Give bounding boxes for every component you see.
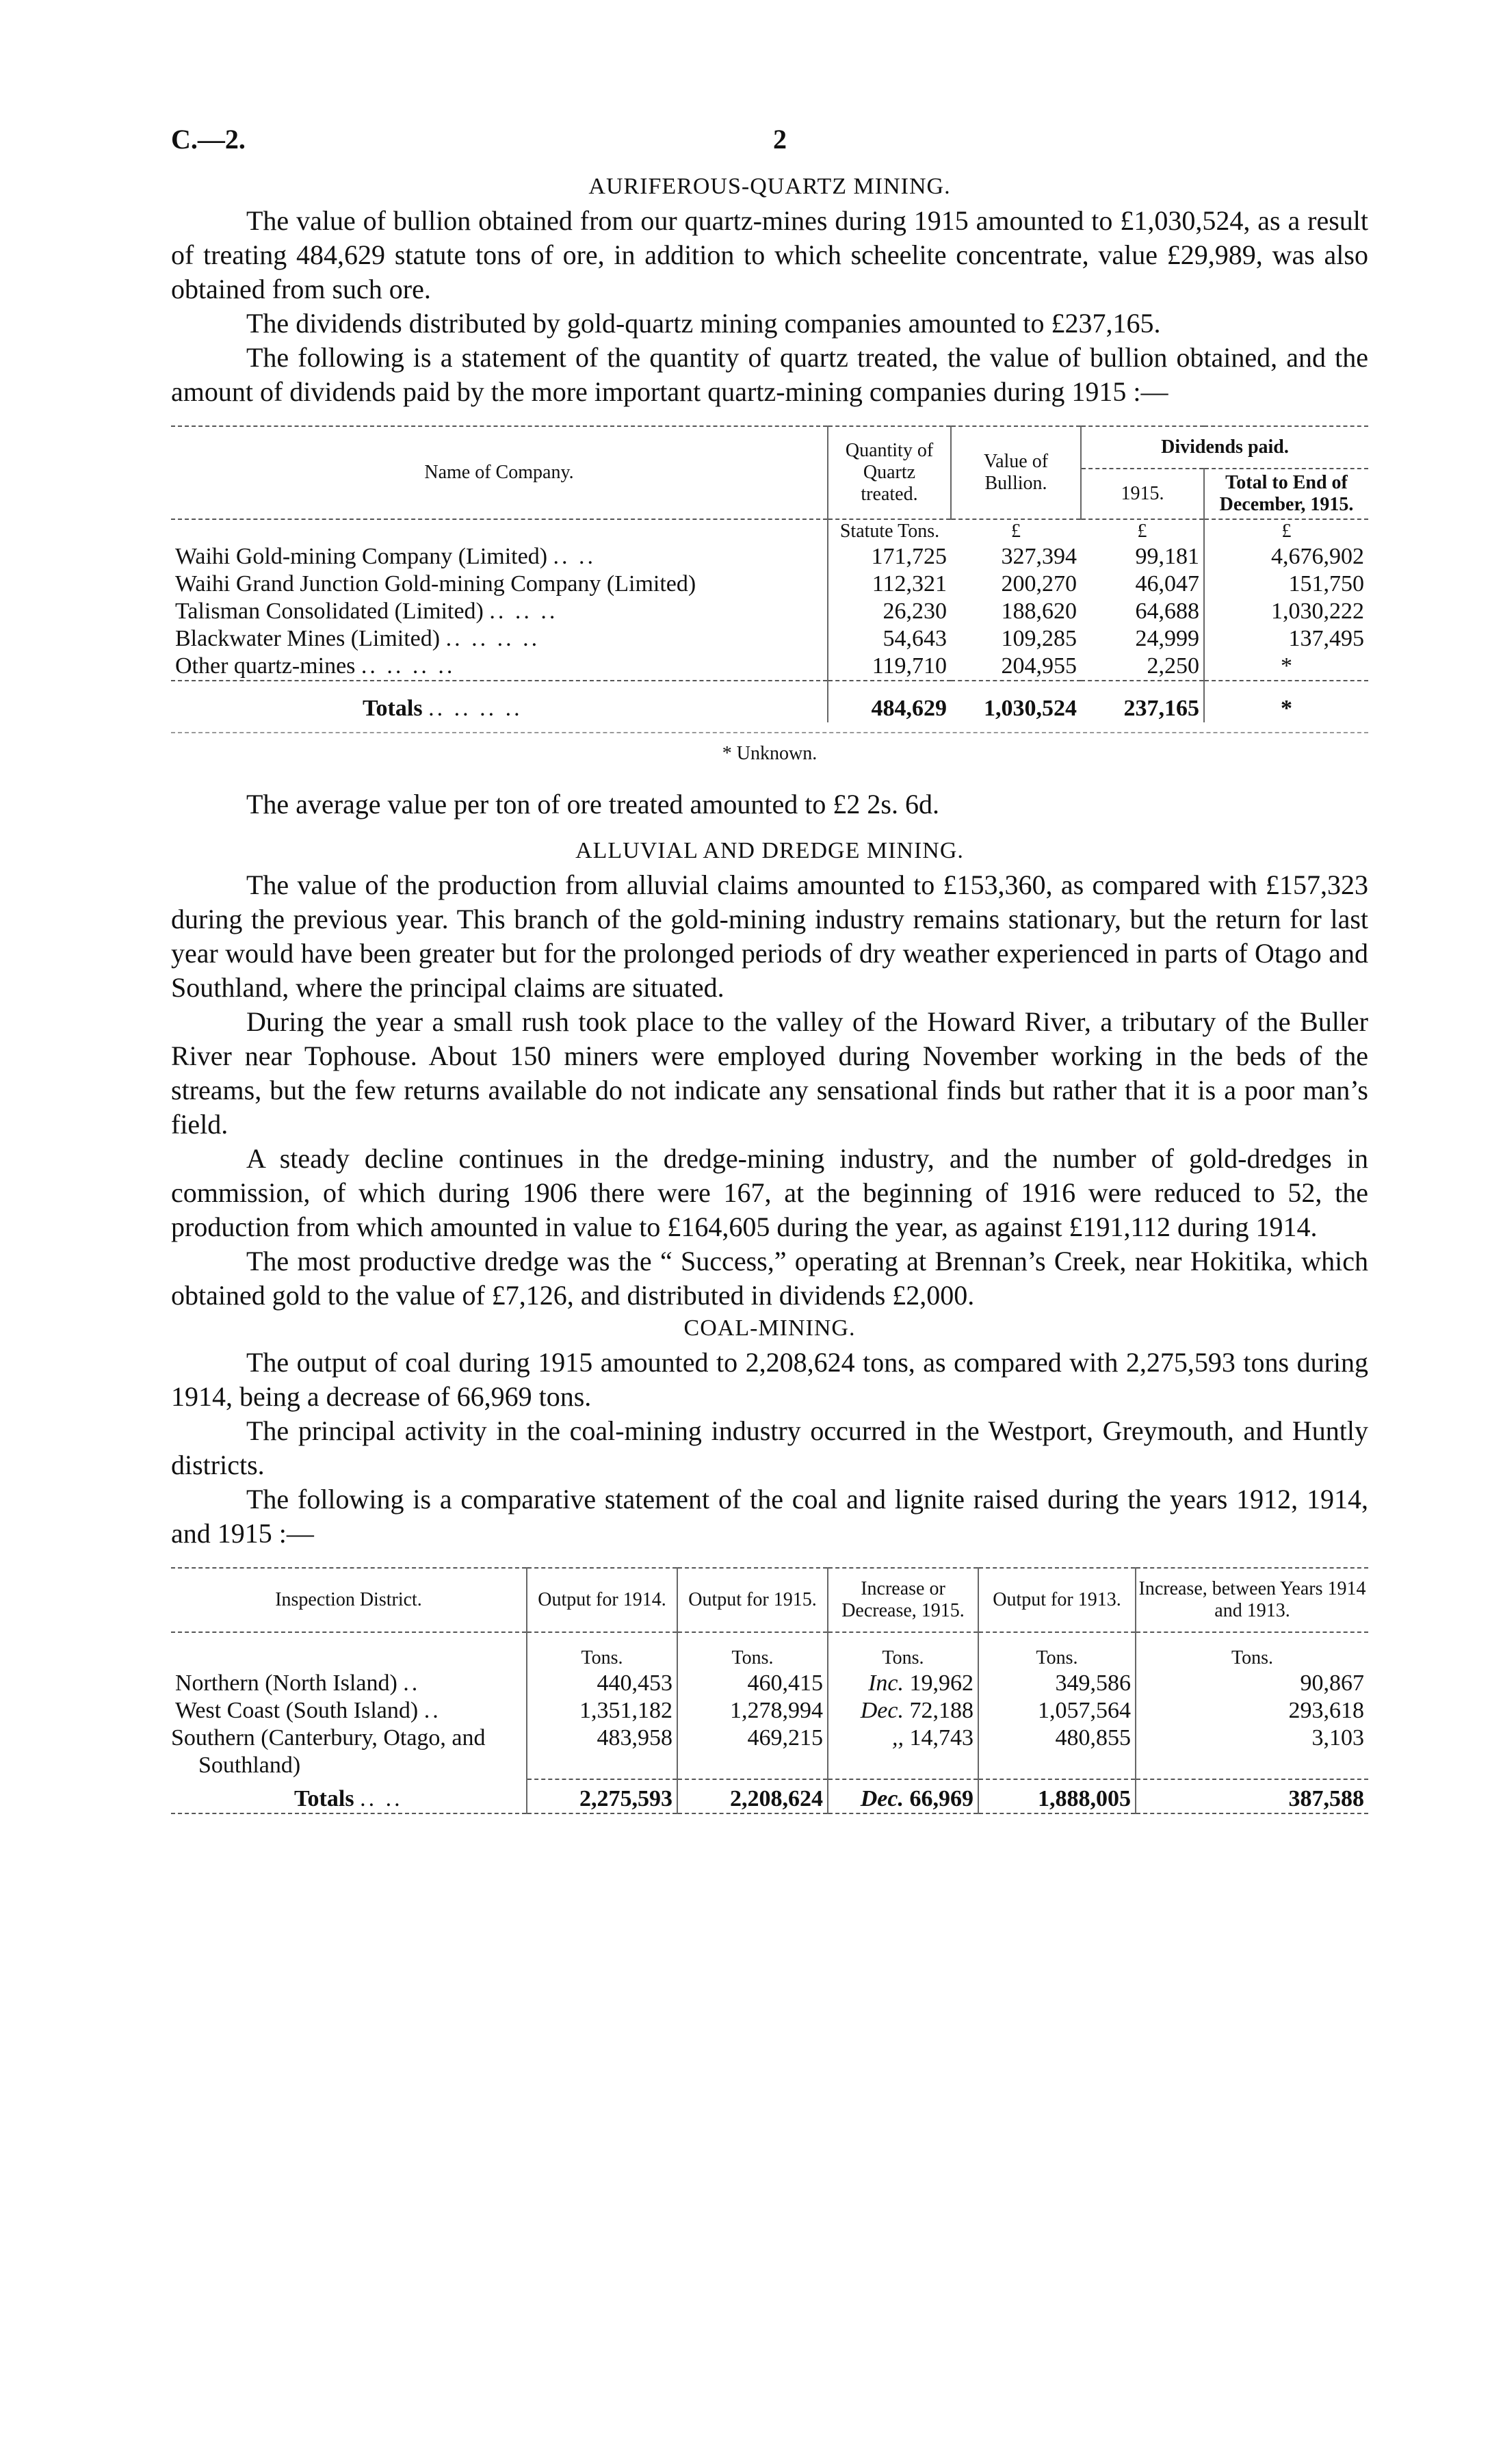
coal-output-table	[171, 1567, 1368, 1814]
paragraph: The following is a statement of the quantity of quartz treated, the value of bullion obtained, and the amount of dividends paid by the more important quartz-mining companies during 1915 :—	[171, 342, 1368, 407]
dividend-1915-cell: 2,250	[1147, 653, 1199, 679]
header-dividends-1915: 1915.	[1081, 469, 1204, 519]
total-output-1914: 2,275,593	[527, 1779, 677, 1813]
page	[171, 123, 1368, 1814]
output-1913-cell: 349,586	[978, 1670, 1136, 1697]
company-name: Other quartz-mines .. .. .. ..	[175, 653, 456, 679]
output-1913-cell: 1,057,564	[978, 1697, 1136, 1725]
dividend-total-cell: 137,495	[1204, 625, 1368, 653]
table-row	[171, 625, 1368, 653]
paragraph: The most productive dredge was the “ Success,” operating at Brennan’s Creek, near Hokitika, which obtained gold to the value of £7,126, and distributed in dividends £2,000.	[171, 1246, 1368, 1311]
header-output-1914: Output for 1914.	[527, 1568, 677, 1632]
unit-div-year: £	[1137, 521, 1147, 542]
total-output-1913: 1,888,005	[978, 1779, 1136, 1813]
totals-label: Totals .. ..	[294, 1785, 403, 1811]
quantity-cell: 119,710	[828, 653, 951, 681]
total-output-1915: 2,208,624	[677, 1779, 828, 1813]
company-name: Waihi Gold-mining Company (Limited) .. ..	[175, 544, 597, 569]
value-cell: 109,285	[1001, 626, 1077, 651]
district-name: Northern (North Island) ..	[175, 1670, 421, 1696]
company-name: Talisman Consolidated (Limited) .. .. ..	[175, 599, 558, 624]
section-title-coal: COAL-MINING.	[683, 1315, 856, 1341]
quartz-companies-table	[171, 425, 1368, 722]
unit-increase-decrease: Tons.	[828, 1632, 978, 1670]
value-cell: 200,270	[1001, 571, 1077, 597]
value-cell: 327,394	[1001, 544, 1077, 569]
increase-decrease-cell: Dec. 72,188	[828, 1697, 978, 1725]
table-row	[171, 1725, 1368, 1779]
output-1915-cell: 469,215	[677, 1725, 828, 1779]
paragraph: The principal activity in the coal-mining industry occurred in the Westport, Greymouth, and Huntly districts.	[171, 1415, 1368, 1480]
paragraph: During the year a small rush took place to the valley of the Howard River, a tributary of the Buller River near Tophouse. About 150 miners were employed during November working in the beds of the streams, but the few returns available do not indicate any sensational finds but rather that it is a poor man’s field.	[171, 1006, 1368, 1140]
dividend-total-cell: 1,030,222	[1204, 598, 1368, 625]
quantity-cell: 112,321	[828, 571, 951, 598]
total-increase-decrease: Dec. 66,969	[828, 1779, 978, 1813]
total-div-year: 237,165	[1123, 696, 1199, 721]
output-1913-cell: 480,855	[978, 1725, 1136, 1779]
output-1914-cell: 483,958	[527, 1725, 677, 1779]
document-reference: C.—2.	[171, 124, 246, 155]
total-increase-between: 387,588	[1136, 1779, 1368, 1813]
quantity-cell: 54,643	[828, 625, 951, 653]
district-name: Southern (Canterbury, Otago, and Southland)	[171, 1725, 486, 1778]
table-row	[171, 543, 1368, 571]
header-output-1915: Output for 1915.	[677, 1568, 828, 1632]
table-row	[171, 1670, 1368, 1697]
increase-between-cell: 3,103	[1136, 1725, 1368, 1779]
header-value: Value of Bullion.	[951, 426, 1081, 519]
increase-between-cell: 293,618	[1136, 1697, 1368, 1725]
header-dividends-total: Total to End of December, 1915.	[1204, 469, 1368, 519]
section-title-quartz: AURIFEROUS-QUARTZ MINING.	[588, 174, 951, 199]
increase-decrease-cell: Inc. 19,962	[828, 1670, 978, 1697]
totals-row	[171, 681, 1368, 722]
unit-increase-between: Tons.	[1136, 1632, 1368, 1670]
table-row	[171, 571, 1368, 598]
paragraph: The value of bullion obtained from our quartz-mines during 1915 amounted to £1,030,524, as a result of treating 484,629 statute tons of ore, in addition to which scheelite concentrate, value £29,989, was also obtained from such ore.	[171, 205, 1368, 304]
dividend-1915-cell: 24,999	[1135, 626, 1199, 651]
total-value: 1,030,524	[984, 696, 1077, 721]
dividend-1915-cell: 99,181	[1135, 544, 1199, 569]
dividend-total-cell: *	[1204, 653, 1368, 681]
output-1914-cell: 1,351,182	[527, 1697, 677, 1725]
page-number: 2	[773, 124, 787, 155]
unit-output-1913: Tons.	[978, 1632, 1136, 1670]
paragraph: A steady decline continues in the dredge-mining industry, and the number of gold-dredges in commission, of which during 1906 there were 167, at the beginning of 1916 were reduced to 52, the production from which amounted in value to £164,605 during the year, as against £191,112 during 1914.	[171, 1143, 1368, 1242]
dividend-total-cell: 151,750	[1204, 571, 1368, 598]
value-cell: 204,955	[1001, 653, 1077, 679]
paragraph: The following is a comparative statement of the coal and lignite raised during the years 1912, 1914, and 1915 :—	[171, 1484, 1368, 1549]
quantity-cell: 26,230	[828, 598, 951, 625]
output-1915-cell: 1,278,994	[677, 1697, 828, 1725]
dividend-total-cell: 4,676,902	[1204, 543, 1368, 571]
output-1914-cell: 440,453	[527, 1670, 677, 1697]
unit-quantity: Statute Tons.	[828, 519, 951, 543]
average-value-line: The average value per ton of ore treated amounted to £2 2s. 6d.	[246, 789, 939, 820]
unit-value: £	[1011, 521, 1021, 542]
company-name: Waihi Grand Junction Gold-mining Company (Limited)	[175, 571, 696, 597]
dividend-1915-cell: 46,047	[1135, 571, 1199, 597]
dividend-1915-cell: 64,688	[1135, 599, 1199, 624]
paragraph: The output of coal during 1915 amounted to 2,208,624 tons, as compared with 2,275,593 tons during 1914, being a decrease of 66,969 tons.	[171, 1347, 1368, 1412]
header-company-name: Name of Company.	[424, 462, 574, 483]
increase-between-cell: 90,867	[1136, 1670, 1368, 1697]
value-cell: 188,620	[1001, 599, 1077, 624]
paragraph: The dividends distributed by gold-quartz mining companies amounted to £237,165.	[246, 308, 1161, 339]
header-quantity: Quantity of Quartz treated.	[828, 426, 951, 519]
increase-decrease-cell: ,, 14,743	[828, 1725, 978, 1779]
district-name: West Coast (South Island) ..	[175, 1698, 441, 1723]
header-increase-decrease: Increase or Decrease, 1915.	[828, 1568, 978, 1632]
table-row	[171, 653, 1368, 681]
section-title-alluvial: ALLUVIAL AND DREDGE MINING.	[575, 838, 964, 863]
table-row	[171, 598, 1368, 625]
table-footnote: * Unknown.	[171, 732, 1368, 765]
header-output-1913: Output for 1913.	[978, 1568, 1136, 1632]
totals-row	[171, 1779, 1368, 1813]
output-1915-cell: 460,415	[677, 1670, 828, 1697]
header-dividends: Dividends paid.	[1081, 426, 1368, 469]
unit-div-total: £	[1204, 519, 1368, 543]
paragraph: The value of the production from alluvial claims amounted to £153,360, as compared with £157,323 during the previous year. This branch of the gold-mining industry remains stationary, but the return for last year would have been greater but for the prolonged periods of dry weather experienced in parts of Otago and Southland, where the principal claims are situated.	[171, 869, 1368, 1003]
unit-output-1914: Tons.	[527, 1632, 677, 1670]
quantity-cell: 171,725	[828, 543, 951, 571]
total-quantity: 484,629	[828, 681, 951, 722]
header-district: Inspection District.	[275, 1589, 422, 1610]
unit-output-1915: Tons.	[677, 1632, 828, 1670]
table-row	[171, 1697, 1368, 1725]
company-name: Blackwater Mines (Limited) .. .. .. ..	[175, 626, 540, 651]
total-div-total: *	[1204, 681, 1368, 722]
header-increase-between: Increase, between Years 1914 and 1913.	[1136, 1568, 1368, 1632]
page-header	[171, 123, 1368, 171]
totals-label: Totals .. .. .. ..	[363, 696, 523, 721]
